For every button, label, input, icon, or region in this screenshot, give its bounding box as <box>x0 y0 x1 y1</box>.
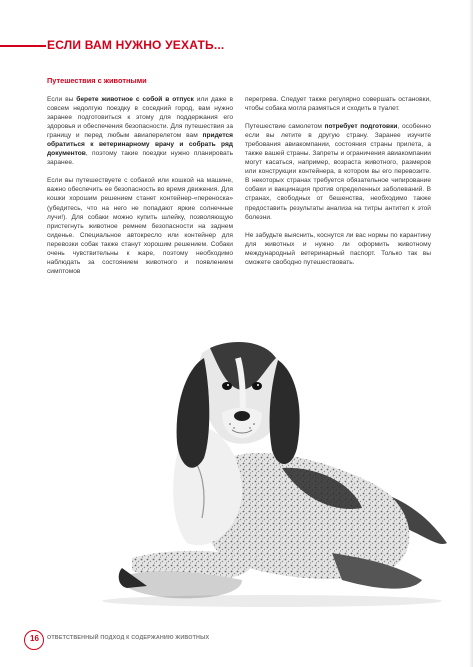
paragraph: Если вы берете животное с собой в отпуск или даже в совсем недолгую поездку в соседний город, вам нужно заранее подготовиться к этому для поддержания его здоровья и обеспечения безопасности. Для путешествия за границу и перед любым авиаперелетом вам придется обратиться к ветеринарному врачу и собрать ряд документов, поэтому такие поездки нужно планировать заранее. <box>47 96 234 167</box>
paragraph: перегрева. Следует также регулярно совершать остановки, чтобы собака могла размяться и сходить в туалет. <box>245 96 431 113</box>
left-column <box>47 95 233 285</box>
page-number: 16 <box>30 634 39 643</box>
page-edge-shadow <box>469 0 473 667</box>
dog-illustration-svg <box>92 318 454 618</box>
section-title: ЕСЛИ ВАМ НУЖНО УЕХАТЬ... <box>47 38 225 52</box>
dog-illustration <box>92 318 454 618</box>
right-column <box>245 95 431 276</box>
footer-running-title: ОТВЕТСТВЕННЫЙ ПОДХОД К СОДЕРЖАНИЮ ЖИВОТНЫХ <box>47 635 210 641</box>
header-rule <box>0 45 46 47</box>
paragraph: Если вы путешествуете с собакой или кошкой на машине, важно обеспечить ее безопасность во время движения. Для кошки хорошим решением станет контейнер-«переноска» (убедитесь, что на него не попадают яркие солнечные лучи!). Для собаки можно купить шлейку, позволяющую пристегнуть животное ремнем безопасности на заднем сиденье. Специальное автокресло или контейнер для перевозки собак также станут хорошим решением. Собаки очень чувствительны к жаре, поэтому необходимо наблюдать за состоянием животного и появлением симптомов <box>47 177 233 275</box>
paragraph: Не забудьте выяснить, коснутся ли вас нормы по карантину для животных и нужно ли оформить животному международный ветеринарный паспорт. Только так вы сможете свободно путешествовать. <box>245 231 431 266</box>
subheading: Путешествия с животными <box>47 76 147 85</box>
paragraph: Путешествие самолетом потребует подготовки, особенно если вы летите в другую страну. Заранее изучите требования авиакомпании, состояния страны прилета, а также вашей страны. Запреты и ограничения авиакомпании могут касаться, например, возраста животного, размеров или конструкции контейнера, в котором вы его перевозите. В некоторых странах требуется обязательное чипирование собаки и вакцинация против определенных заболеваний. В странах, свободных от бешенства, необходимо также предоставить результаты анализа на титры антител к этой болезни. <box>245 123 431 221</box>
